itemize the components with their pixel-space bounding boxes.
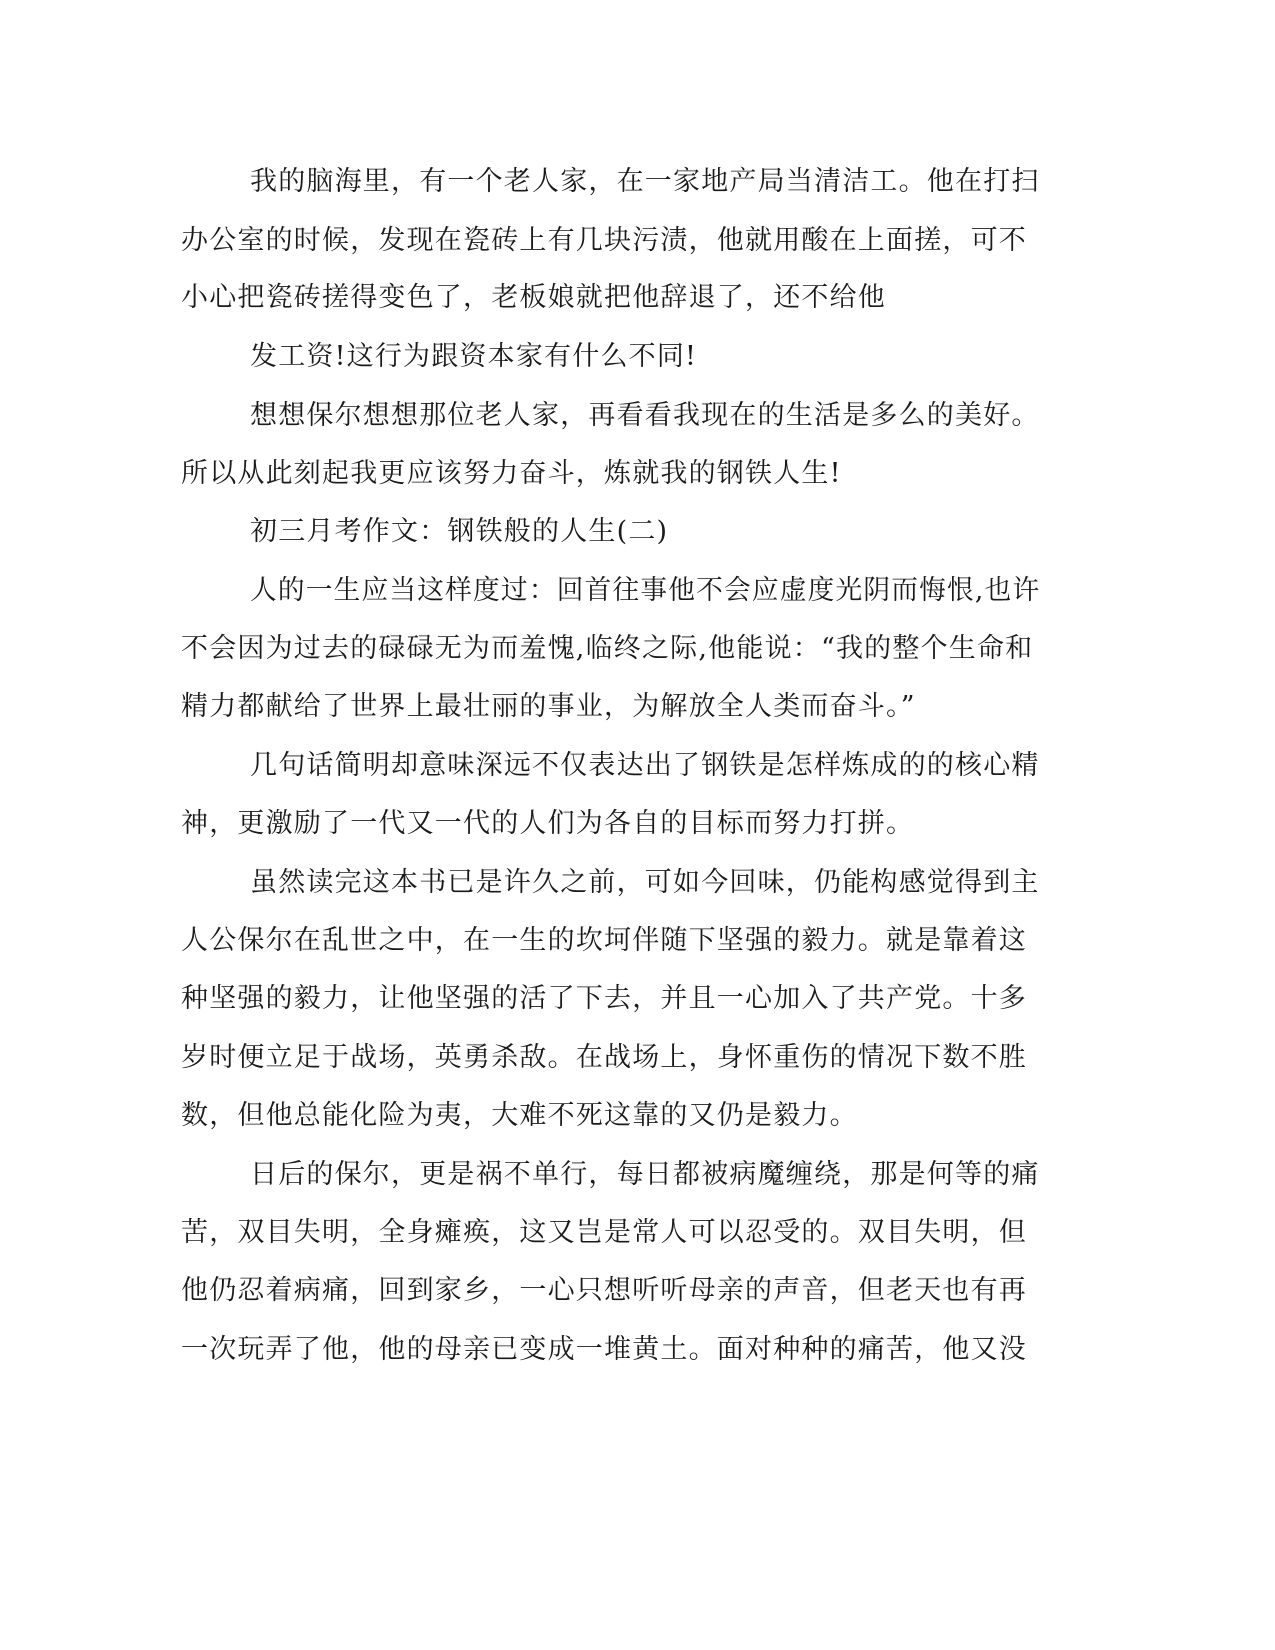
text-line-4: 发工资!这行为跟资本家有什么不同! xyxy=(250,341,698,372)
text-line-12: 神，更激励了一代又一代的人们为各自的目标而努力打拼。 xyxy=(181,808,915,839)
text-line-16: 岁时便立足于战场，英勇杀敌。在战场上，身怀重伤的情况下数不胜 xyxy=(181,1042,1027,1073)
text-line-19: 苦，双目失明，全身瘫痪，这又岂是常人可以忍受的。双目失明，但 xyxy=(181,1217,1027,1248)
text-line-5: 想想保尔想想那位老人家，再看看我现在的生活是多么的美好。 xyxy=(250,400,1040,431)
text-line-6: 所以从此刻起我更应该努力奋斗，炼就我的钢铁人生! xyxy=(181,458,842,489)
text-line-21: 一次玩弄了他，他的母亲已变成一堆黄土。面对种种的痛苦，他又没 xyxy=(181,1334,1027,1365)
text-line-2: 办公室的时候，发现在瓷砖上有几块污渍，他就用酸在上面搓，可不 xyxy=(181,225,1027,256)
text-line-17: 数，但他总能化险为夷，大难不死这靠的又仍是毅力。 xyxy=(181,1100,858,1131)
text-line-9: 不会因为过去的碌碌无为而羞愧,临终之际,他能说：“我的整个生命和 xyxy=(181,633,1034,664)
text-line-18: 日后的保尔，更是祸不单行，每日都被病魔缠绕，那是何等的痛 xyxy=(250,1159,1040,1190)
section-heading: 初三月考作文：钢铁般的人生(二) xyxy=(250,516,669,547)
text-line-15: 种坚强的毅力，让他坚强的活了下去，并且一心加入了共产党。十多 xyxy=(181,983,1027,1014)
text-line-1: 我的脑海里，有一个老人家，在一家地产局当清洁工。他在打扫 xyxy=(250,166,1040,197)
text-line-11: 几句话简明却意味深远不仅表达出了钢铁是怎样炼成的的核心精 xyxy=(250,750,1040,781)
text-line-13: 虽然读完这本书已是许久之前，可如今回味，仍能构感觉得到主 xyxy=(250,867,1040,898)
text-line-14: 人公保尔在乱世之中，在一生的坎坷伴随下坚强的毅力。就是靠着这 xyxy=(181,925,1027,956)
text-line-20: 他仍忍着病痛，回到家乡，一心只想听听母亲的声音，但老天也有再 xyxy=(181,1275,1027,1306)
text-line-10: 精力都献给了世界上最壮丽的事业，为解放全人类而奋斗。” xyxy=(181,691,916,722)
text-line-8: 人的一生应当这样度过：回首往事他不会应虚度光阴而悔恨,也许 xyxy=(250,575,1041,606)
text-line-3: 小心把瓷砖搓得变色了，老板娘就把他辞退了，还不给他 xyxy=(181,282,886,313)
